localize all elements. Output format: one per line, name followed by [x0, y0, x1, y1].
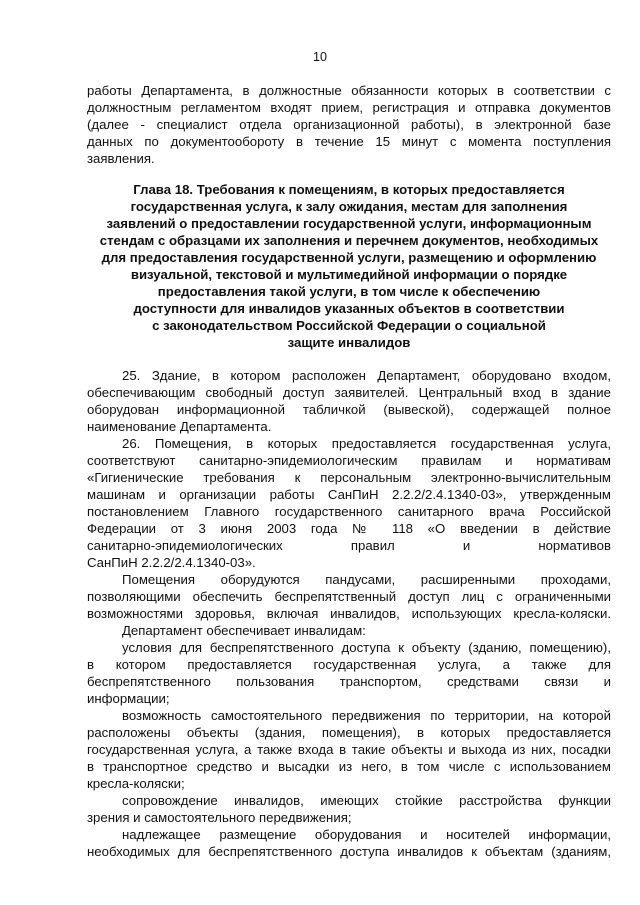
- text-line: государственная услуга, а также входа в такие объекты и выхода из них, посадки: [87, 742, 611, 757]
- text-line: машинам и организации работы СанПиН 2.2.2/2.4.1340-03», утвержденным: [87, 487, 611, 502]
- text-line: должностным регламентом входят прием, регистрация и отправка документов: [87, 100, 611, 115]
- text-line: в транспортное средство и высадки из него, в том числе с использованием: [87, 759, 611, 774]
- text-line: Помещения оборудуются пандусами, расширенными проходами,: [122, 572, 611, 587]
- text-line: (далее - специалист отдела организационной работы), в электронной базе: [87, 117, 611, 132]
- text-line: наименование Департамента.: [87, 419, 272, 434]
- text-line: санитарно-эпидемиологических правил и нормативов: [87, 538, 611, 553]
- text-line: работы Департамента, в должностные обязанности которых в соответствии с: [87, 83, 611, 98]
- heading-line: стендам с образцами их заполнения и перечнем документов, необходимых: [99, 233, 599, 248]
- text-line: возможность самостоятельного передвижения по территории, на которой: [122, 708, 611, 723]
- heading-line: визуальной, текстовой и мультимедийной информации о порядке: [130, 267, 568, 282]
- text-line: данных по документообороту в течение 15 минут с момента поступления: [87, 134, 611, 149]
- text-line: условия для беспрепятственного доступа к объекту (зданию, помещению),: [122, 640, 611, 655]
- page-number: 10: [313, 50, 327, 64]
- text-line: оборудован информационной табличкой (вывеской), содержащей полное: [87, 402, 611, 417]
- text-line: 25. Здание, в котором расположен Департамент, оборудовано входом,: [122, 368, 611, 383]
- text-line: СанПиН 2.2.2/2.4.1340-03».: [87, 555, 256, 570]
- heading-line: государственная услуга, к залу ожидания, местам для заполнения: [130, 199, 568, 214]
- text-line: сопровождение инвалидов, имеющих стойкие расстройства функции: [122, 793, 611, 808]
- heading-line: защите инвалидов: [287, 335, 411, 350]
- text-line: соответствуют санитарно-эпидемиологическим правилам и нормативам: [87, 453, 611, 468]
- text-line: обеспечивающим свободный доступ заявителей. Центральный вход в здание: [87, 385, 611, 400]
- text-line: постановлением Главного государственного санитарного врача Российской: [87, 504, 611, 519]
- text-line: 26. Помещения, в которых предоставляется государственная услуга,: [122, 436, 611, 451]
- text-line: «Гигиенические требования к персональным электронно-вычислительным: [87, 470, 611, 485]
- text-line: кресла-коляски;: [87, 776, 185, 791]
- text-line: в котором предоставляется государственная услуга, а также для: [87, 657, 611, 672]
- text-line: надлежащее размещение оборудования и носителей информации,: [122, 827, 611, 842]
- text-line: зрения и самостоятельного передвижения;: [87, 810, 352, 825]
- text-line: Федерации от 3 июня 2003 года № 118 «О введении в действие: [87, 521, 611, 536]
- heading-line: с законодательством Российской Федерации о социальной: [152, 318, 546, 333]
- text-line: беспрепятственного пользования транспортом, средствами связи и: [87, 674, 611, 689]
- text-line: необходимых для беспрепятственного доступа инвалидов к объектам (зданиям,: [87, 844, 611, 859]
- text-line: Департамент обеспечивает инвалидам:: [122, 623, 366, 638]
- heading-line: для предоставления государственной услуги, размещению и оформлению: [101, 250, 597, 265]
- heading-line: предоставления такой услуги, в том числе к обеспечению: [157, 284, 541, 299]
- heading-line: Глава 18. Требования к помещениям, в которых предоставляется: [133, 182, 565, 197]
- text-line: возможностями здоровья, включая инвалидов, использующих кресла-коляски.: [87, 606, 611, 621]
- text-line: расположены объекты (здания, помещения), в которых предоставляется: [87, 725, 611, 740]
- heading-line: заявлений о предоставлении государственной услуги, информационным: [106, 216, 592, 231]
- text-line: заявления.: [87, 151, 155, 166]
- text-line: информации;: [87, 691, 170, 706]
- heading-line: доступности для инвалидов указанных объектов в соответствии: [133, 301, 565, 316]
- text-line: позволяющими обеспечить беспрепятственный доступ лиц с ограниченными: [87, 589, 611, 604]
